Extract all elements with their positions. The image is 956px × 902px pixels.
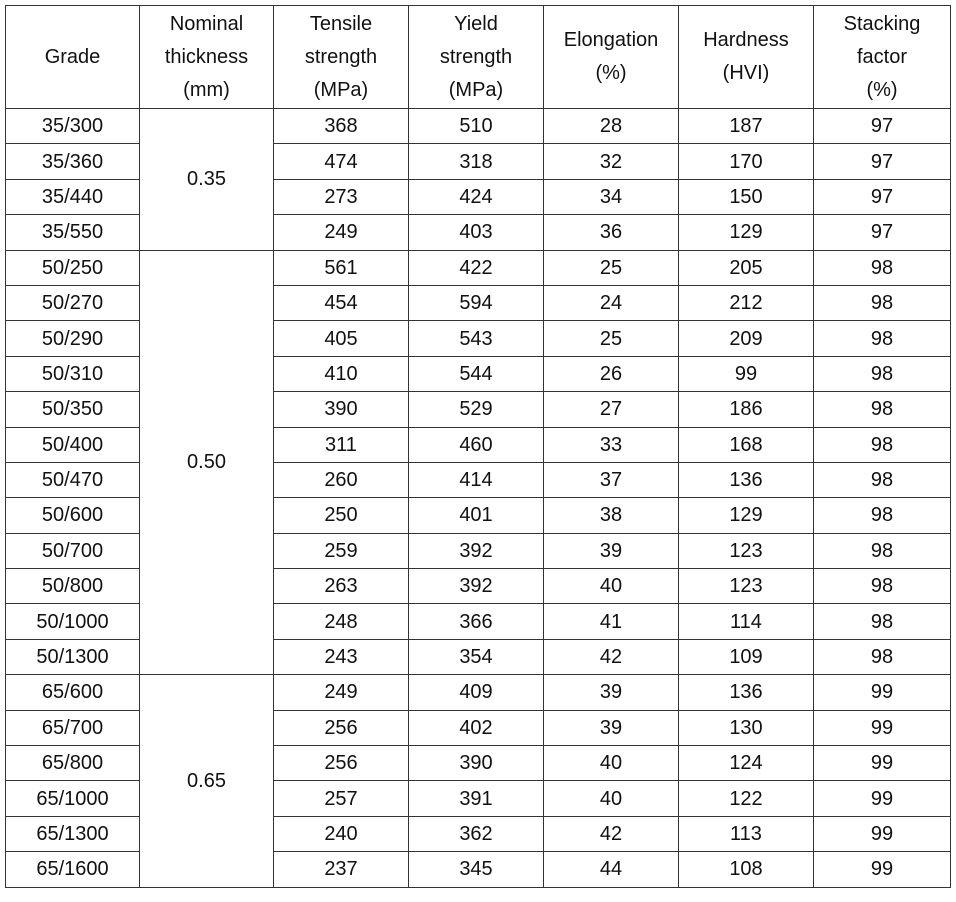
grade-cell: 50/1000 — [6, 604, 140, 639]
grade-cell: 65/1600 — [6, 852, 140, 887]
yield-strength-cell: 345 — [409, 852, 544, 887]
tensile-strength-cell: 249 — [274, 675, 409, 710]
tensile-strength-header — [274, 6, 409, 109]
yield-strength-cell: 392 — [409, 533, 544, 568]
table-row — [6, 250, 951, 285]
tensile-strength-cell: 410 — [274, 356, 409, 391]
header-line: Stacking — [843, 12, 921, 35]
hardness-cell: 209 — [679, 321, 814, 356]
header-line: (MPa) — [313, 78, 369, 101]
tensile-strength-cell: 311 — [274, 427, 409, 462]
tensile-strength-cell: 249 — [274, 215, 409, 250]
tensile-strength-cell: 474 — [274, 144, 409, 179]
hardness-header — [679, 6, 814, 109]
elongation-cell: 41 — [544, 604, 679, 639]
grade-cell: 50/270 — [6, 285, 140, 320]
hardness-cell: 136 — [679, 675, 814, 710]
grade-cell: 65/1300 — [6, 816, 140, 851]
header-line: factor — [856, 45, 908, 68]
stacking-factor-cell: 97 — [814, 215, 951, 250]
header-line: thickness — [164, 45, 249, 68]
hardness-cell: 129 — [679, 215, 814, 250]
stacking-factor-cell: 98 — [814, 639, 951, 674]
tensile-strength-cell: 240 — [274, 816, 409, 851]
hardness-cell: 99 — [679, 356, 814, 391]
grade-cell: 65/800 — [6, 746, 140, 781]
grade-cell: 50/250 — [6, 250, 140, 285]
elongation-cell: 25 — [544, 321, 679, 356]
yield-strength-cell: 414 — [409, 462, 544, 497]
yield-strength-cell: 422 — [409, 250, 544, 285]
header-line: (HVI) — [722, 62, 770, 84]
header-line: (MPa) — [448, 78, 504, 101]
grade-cell: 50/700 — [6, 533, 140, 568]
nominal-thickness-cell: 0.50 — [140, 250, 274, 675]
stacking-factor-cell: 98 — [814, 392, 951, 427]
nominal-thickness-cell: 0.35 — [140, 109, 274, 251]
hardness-cell: 129 — [679, 498, 814, 533]
elongation-cell: 32 — [544, 144, 679, 179]
hardness-cell: 187 — [679, 109, 814, 144]
stacking-factor-cell: 98 — [814, 321, 951, 356]
yield-strength-cell: 392 — [409, 569, 544, 604]
yield-strength-cell: 391 — [409, 781, 544, 816]
elongation-header — [544, 6, 679, 109]
yield-strength-cell: 409 — [409, 675, 544, 710]
tensile-strength-cell: 257 — [274, 781, 409, 816]
hardness-cell: 150 — [679, 179, 814, 214]
header-line: Yield — [454, 12, 498, 35]
hardness-cell: 123 — [679, 569, 814, 604]
hardness-cell: 109 — [679, 639, 814, 674]
table-body — [6, 109, 951, 888]
stacking-factor-cell: 98 — [814, 569, 951, 604]
stacking-factor-cell: 98 — [814, 427, 951, 462]
yield-strength-header — [409, 6, 544, 109]
elongation-cell: 40 — [544, 746, 679, 781]
header-line: Tensile — [309, 12, 373, 35]
tensile-strength-cell: 256 — [274, 710, 409, 745]
hardness-cell: 186 — [679, 392, 814, 427]
stacking-factor-cell: 97 — [814, 144, 951, 179]
hardness-cell: 168 — [679, 427, 814, 462]
yield-strength-cell: 362 — [409, 816, 544, 851]
stacking-factor-header — [814, 6, 951, 109]
tensile-strength-cell: 256 — [274, 746, 409, 781]
hardness-cell: 108 — [679, 852, 814, 887]
grade-cell: 50/600 — [6, 498, 140, 533]
hardness-cell: 124 — [679, 746, 814, 781]
stacking-factor-cell: 98 — [814, 250, 951, 285]
yield-strength-cell: 390 — [409, 746, 544, 781]
yield-strength-cell: 510 — [409, 109, 544, 144]
tensile-strength-cell: 454 — [274, 285, 409, 320]
grade-cell: 50/1300 — [6, 639, 140, 674]
grade-cell: 50/800 — [6, 569, 140, 604]
tensile-strength-cell: 390 — [274, 392, 409, 427]
header-line: (%) — [595, 62, 627, 84]
elongation-cell: 28 — [544, 109, 679, 144]
grade-cell: 50/470 — [6, 462, 140, 497]
tensile-strength-cell: 561 — [274, 250, 409, 285]
tensile-strength-cell: 237 — [274, 852, 409, 887]
header-line: Nominal — [169, 12, 244, 35]
elongation-cell: 24 — [544, 285, 679, 320]
stacking-factor-cell: 98 — [814, 533, 951, 568]
yield-strength-cell: 402 — [409, 710, 544, 745]
nominal-thickness-cell: 0.65 — [140, 675, 274, 887]
yield-strength-cell: 318 — [409, 144, 544, 179]
stacking-factor-cell: 98 — [814, 604, 951, 639]
yield-strength-cell: 403 — [409, 215, 544, 250]
grade-cell: 65/600 — [6, 675, 140, 710]
header-line: strength — [304, 45, 378, 68]
grade-cell: 35/360 — [6, 144, 140, 179]
elongation-cell: 42 — [544, 639, 679, 674]
tensile-strength-cell: 405 — [274, 321, 409, 356]
elongation-cell: 33 — [544, 427, 679, 462]
header-line: (mm) — [183, 78, 230, 101]
stacking-factor-cell: 98 — [814, 285, 951, 320]
stacking-factor-cell: 99 — [814, 710, 951, 745]
table-row — [6, 675, 951, 710]
nominal-thickness-header — [140, 6, 274, 109]
hardness-cell: 212 — [679, 285, 814, 320]
elongation-cell: 38 — [544, 498, 679, 533]
tensile-strength-cell: 260 — [274, 462, 409, 497]
grade-cell: 65/1000 — [6, 781, 140, 816]
tensile-strength-cell: 243 — [274, 639, 409, 674]
yield-strength-cell: 460 — [409, 427, 544, 462]
tensile-strength-cell: 250 — [274, 498, 409, 533]
yield-strength-cell: 544 — [409, 356, 544, 391]
hardness-cell: 170 — [679, 144, 814, 179]
yield-strength-cell: 594 — [409, 285, 544, 320]
yield-strength-cell: 424 — [409, 179, 544, 214]
elongation-cell: 37 — [544, 462, 679, 497]
header-line: strength — [439, 45, 513, 68]
grade-cell: 35/550 — [6, 215, 140, 250]
yield-strength-cell: 401 — [409, 498, 544, 533]
tensile-strength-cell: 259 — [274, 533, 409, 568]
elongation-cell: 34 — [544, 179, 679, 214]
grade-cell: 50/350 — [6, 392, 140, 427]
header-line: Grade — [44, 45, 101, 68]
yield-strength-cell: 366 — [409, 604, 544, 639]
elongation-cell: 40 — [544, 781, 679, 816]
header-line: Elongation — [563, 29, 659, 51]
stacking-factor-cell: 99 — [814, 816, 951, 851]
hardness-cell: 205 — [679, 250, 814, 285]
elongation-cell: 27 — [544, 392, 679, 427]
stacking-factor-cell: 99 — [814, 852, 951, 887]
elongation-cell: 40 — [544, 569, 679, 604]
grade-cell: 50/310 — [6, 356, 140, 391]
elongation-cell: 39 — [544, 533, 679, 568]
grade-properties-table — [5, 5, 951, 888]
grade-header — [6, 6, 140, 109]
tensile-strength-cell: 273 — [274, 179, 409, 214]
hardness-cell: 113 — [679, 816, 814, 851]
header-row — [6, 6, 951, 109]
grade-cell: 35/440 — [6, 179, 140, 214]
table-row — [6, 109, 951, 144]
elongation-cell: 44 — [544, 852, 679, 887]
elongation-cell: 42 — [544, 816, 679, 851]
stacking-factor-cell: 98 — [814, 498, 951, 533]
elongation-cell: 36 — [544, 215, 679, 250]
elongation-cell: 26 — [544, 356, 679, 391]
hardness-cell: 114 — [679, 604, 814, 639]
grade-cell: 35/300 — [6, 109, 140, 144]
hardness-cell: 122 — [679, 781, 814, 816]
stacking-factor-cell: 97 — [814, 179, 951, 214]
stacking-factor-cell: 99 — [814, 781, 951, 816]
hardness-cell: 130 — [679, 710, 814, 745]
tensile-strength-cell: 368 — [274, 109, 409, 144]
stacking-factor-cell: 97 — [814, 109, 951, 144]
tensile-strength-cell: 248 — [274, 604, 409, 639]
stacking-factor-cell: 98 — [814, 356, 951, 391]
stacking-factor-cell: 98 — [814, 462, 951, 497]
tensile-strength-cell: 263 — [274, 569, 409, 604]
hardness-cell: 136 — [679, 462, 814, 497]
table-header — [6, 6, 951, 109]
header-line: Hardness — [703, 29, 789, 51]
grade-cell: 65/700 — [6, 710, 140, 745]
yield-strength-cell: 354 — [409, 639, 544, 674]
grade-cell: 50/290 — [6, 321, 140, 356]
yield-strength-cell: 529 — [409, 392, 544, 427]
hardness-cell: 123 — [679, 533, 814, 568]
header-line: (%) — [866, 78, 898, 101]
grade-cell: 50/400 — [6, 427, 140, 462]
stacking-factor-cell: 99 — [814, 675, 951, 710]
elongation-cell: 25 — [544, 250, 679, 285]
elongation-cell: 39 — [544, 675, 679, 710]
yield-strength-cell: 543 — [409, 321, 544, 356]
elongation-cell: 39 — [544, 710, 679, 745]
stacking-factor-cell: 99 — [814, 746, 951, 781]
